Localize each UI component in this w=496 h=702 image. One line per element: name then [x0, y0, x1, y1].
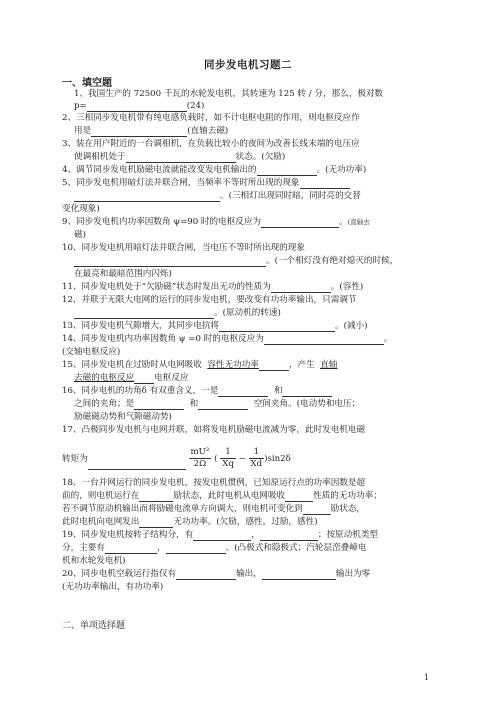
question-18-line-2: 前的，则电机运行在 励状态，此时电机从电网吸收 性质的无功功率； [62, 491, 382, 501]
question-19-line-1: 19、同步发电机按转子结构分，有 ， ；按原动机类型 [62, 530, 379, 540]
question-16-line-1: 16、同步电机的功角δ 有双重含义，一是 和 [62, 386, 332, 397]
question-3-line-1: 3、装在用户附近的一台调相机，在负载比较小的夜间为改善长线末端的电压应 [62, 139, 360, 149]
answer-blank [282, 386, 332, 397]
question-13: 13、同步发电机气隙增大，其同步电抗将 。(减小) [62, 321, 368, 331]
page-title: 同步发电机习题二 [204, 59, 292, 71]
question-2-line-1: 2、三相同步发电机带有纯电感负载时，如不计电枢电阻的作用，则电枢反应作 [62, 113, 360, 123]
question-11: 11、同步发电机处于“欠励磁”状态时发出无功的性质为 。(容性) [62, 282, 364, 292]
question-5-line-3: 变化现象) [62, 204, 100, 214]
answer-blank [74, 308, 214, 319]
answer-blank [74, 191, 220, 202]
question-2-line-2: 用是 (直轴去磁) [74, 126, 229, 136]
question-14-line-1: 14、同步发电机内功率因数角 ψ =0 时的电枢反应为 。 [62, 334, 393, 344]
question-9-line-2: 磁) [74, 230, 86, 240]
formula-fraction-xd: $\frac{1}{Xd}$ [250, 447, 263, 469]
page-number: 1 [424, 673, 430, 682]
question-20-line-1: 20、同步电机空载运行指仅有 输出， 输出为零 [62, 569, 371, 579]
answer-blank [259, 360, 289, 371]
question-14-line-2: (交轴电枢反应) [62, 347, 121, 357]
answer-blank [166, 543, 226, 554]
answer-blank [126, 152, 236, 163]
question-9-line-1: 9、同步发电机内功率因数角 ψ=90 时的电枢反应为 。(直轴去 [62, 217, 370, 227]
answer-blank [74, 256, 266, 267]
answer-blank [264, 334, 384, 345]
question-3-line-2: 使调相机处于 状态。(欠励) [74, 152, 286, 162]
answer-blank [139, 517, 173, 528]
question-17-line-1: 17、凸极同步发电机与电网并联，如将发电机励磁电流减为零，此时发电机电磁 [62, 425, 366, 435]
answer-blank [303, 504, 331, 515]
question-18-line-4: 此时电机向电网发出 无功功率。(欠励，感性，过励，感性) [62, 517, 318, 527]
section-heading-single-choice: 二、单项选择题 [62, 621, 126, 631]
question-16-line-2: 之间的夹角；是 和 空间夹角。(电动势和电压； [74, 399, 361, 409]
formula-fraction-main: $\frac{\text{mU²}}{2\Omega}$ [190, 447, 210, 469]
answer-blank [285, 491, 313, 502]
question-18-line-3: 若不调节原动机输出而将励磁电流单方向调大，则电机可变化到 励状态， [62, 504, 366, 514]
answer-blank [88, 459, 186, 470]
question-1-line-1: 1、我国生产的 72500 千瓦的水轮发电机，其转速为 125 转 / 分，那么，极对数 [74, 89, 384, 99]
answer-blank [300, 178, 350, 189]
question-15-line-1: 15、同步发电机在过励时从电网吸收 容性无功功率 ，产生 直轴 [62, 360, 338, 370]
answer-blank [198, 399, 248, 410]
answer-blank [219, 321, 335, 332]
question-12-line-2: 。(原动机的转速) [74, 308, 281, 319]
question-19-line-2: 分，主要有 ， 。(凸极式和隐极式；汽轮层峦叠嶂电 [62, 543, 367, 553]
answer-blank [87, 101, 187, 112]
answer-blank [271, 282, 331, 293]
question-5-line-1: 5、同步发电机用暗灯法并联合闸，当频率不等时所出现的现象 [62, 178, 350, 189]
question-15-line-2: 去磁的电枢反应 电枢反应 [74, 373, 189, 383]
answer-blank [218, 386, 268, 397]
question-12-line-1: 12、并联于无限大电网的运行的同步发电机，要改变有功功率输出，只需调节 [62, 295, 357, 305]
answer-blank [139, 491, 173, 502]
question-17-line-2: 转矩为 $\frac{\text{mU²}}{2\Omega}$ ( $\frac{1}{Xq}$ − $\frac{1}{Xd}$ )sin2δ [62, 447, 291, 469]
answer-blank [261, 217, 339, 228]
question-10-line-1: 10、同步发电机用暗灯法并联合闸，当电压不等时所出现的现象 [62, 243, 305, 253]
answer-blank [176, 569, 236, 580]
answer-blank [193, 530, 251, 541]
answer-blank [134, 373, 154, 384]
question-18-line-1: 18、一台并网运行的同步发电机，按发电机惯例，已知原运行点的功率因数是超 [62, 478, 366, 488]
answer-blank [105, 543, 157, 554]
question-10-line-2: 。(一个相灯没有绝对熄灭的时候， [74, 256, 398, 267]
answer-blank [260, 530, 318, 541]
question-16-line-3: 励磁磁动势和气隙磁动势) [74, 412, 172, 422]
answer-blank [91, 126, 187, 137]
answer-blank [262, 569, 336, 580]
question-1-line-2: p= (24) [74, 101, 205, 111]
question-10-line-3: 在最亮和最暗范围内闪烁) [74, 269, 172, 279]
question-5-line-2: 。(三相灯出现同时暗，同时亮的交替 [74, 191, 361, 202]
question-4: 4、调节同步发电机励磁电流就能改变发电机输出的 。(无功功率) [62, 165, 367, 175]
answer-blank [257, 165, 317, 176]
section-heading-fill-in: 一、填空题 [62, 78, 112, 89]
question-20-line-2: (无功功率输出，有功功率) [62, 582, 164, 592]
answer-blank [134, 399, 184, 410]
formula-fraction-xq: $\frac{1}{Xq}$ [222, 447, 234, 469]
question-19-line-3: 机和水轮发电机) [62, 556, 126, 566]
